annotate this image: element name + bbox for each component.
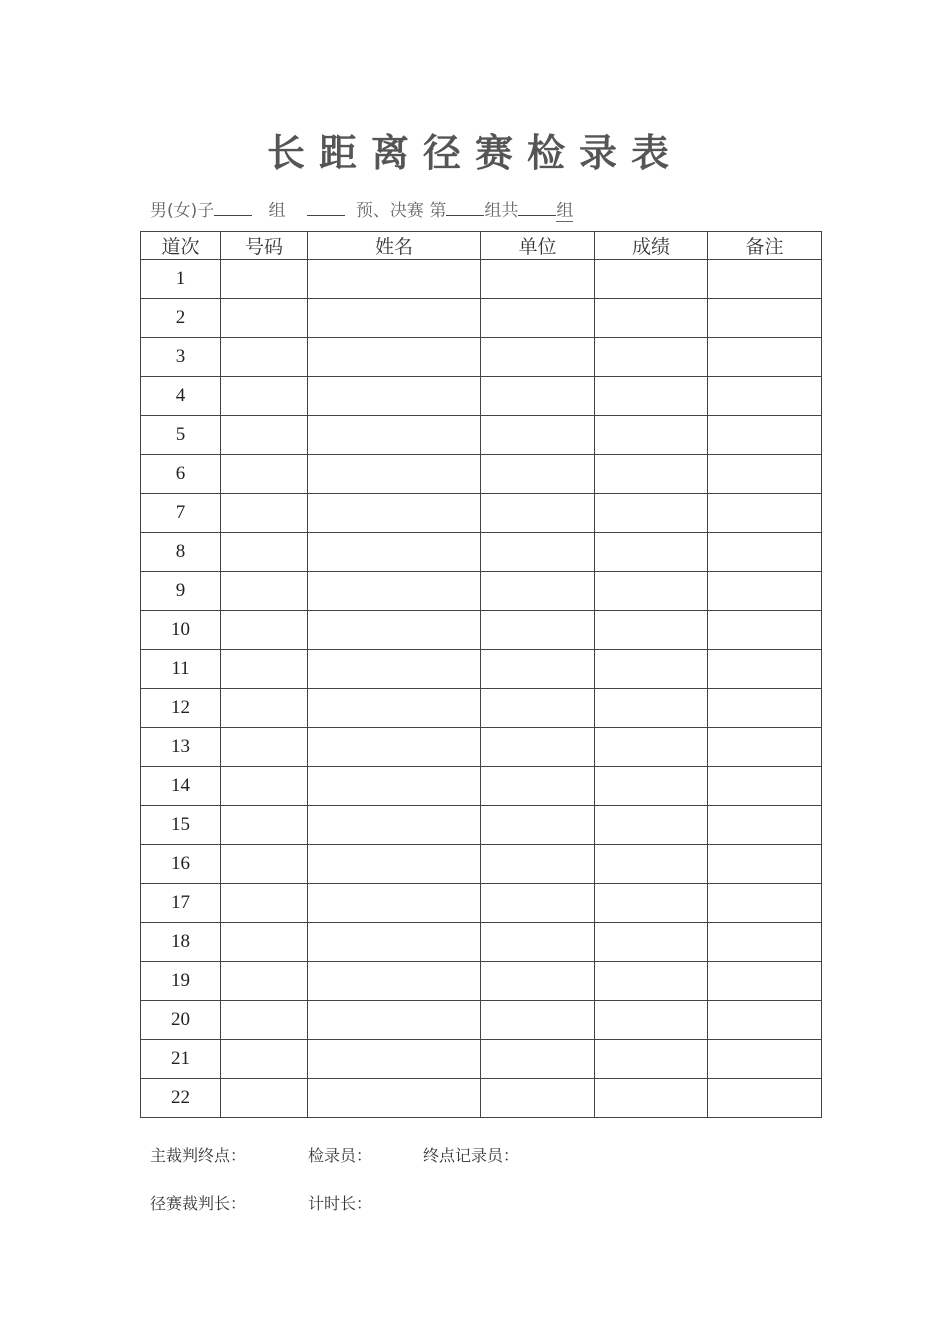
bib-number-cell[interactable] (221, 1079, 308, 1118)
table-row (141, 923, 822, 962)
remarks-cell[interactable] (708, 455, 822, 494)
name-cell[interactable] (308, 689, 481, 728)
result-cell[interactable] (595, 416, 708, 455)
table-row (141, 572, 822, 611)
table-row (141, 650, 822, 689)
heat-total-blank (518, 201, 556, 216)
table-row (141, 299, 822, 338)
name-cell[interactable] (308, 962, 481, 1001)
remarks-cell[interactable] (708, 260, 822, 299)
bib-number-cell[interactable] (221, 533, 308, 572)
name-cell[interactable] (308, 377, 481, 416)
remarks-cell[interactable] (708, 923, 822, 962)
bib-number-cell[interactable] (221, 689, 308, 728)
unit-cell[interactable] (481, 416, 595, 455)
unit-cell[interactable] (481, 884, 595, 923)
unit-cell[interactable] (481, 767, 595, 806)
result-cell[interactable] (595, 377, 708, 416)
name-cell[interactable] (308, 533, 481, 572)
header-result: 成绩 (595, 232, 708, 260)
remarks-cell[interactable] (708, 962, 822, 1001)
heat-number-blank (446, 201, 484, 216)
remarks-cell[interactable] (708, 806, 822, 845)
table-row (141, 1079, 822, 1118)
unit-cell[interactable] (481, 1040, 595, 1079)
table-header-row (141, 232, 822, 260)
heat-total-unit: 组 (556, 201, 574, 221)
bib-number-cell[interactable] (221, 923, 308, 962)
unit-cell[interactable] (481, 338, 595, 377)
remarks-cell[interactable] (708, 338, 822, 377)
bib-number-cell[interactable] (221, 338, 308, 377)
track-referee-label: 径赛裁判长： (150, 1194, 247, 1213)
remarks-cell[interactable] (708, 689, 822, 728)
unit-cell[interactable] (481, 962, 595, 1001)
name-cell[interactable] (308, 923, 481, 962)
unit-cell[interactable] (481, 611, 595, 650)
header-name: 姓名 (308, 232, 481, 260)
result-cell[interactable] (595, 1040, 708, 1079)
lane-cell: 22 (141, 1079, 221, 1118)
name-cell[interactable] (308, 572, 481, 611)
remarks-cell[interactable] (708, 1040, 822, 1079)
unit-cell[interactable] (481, 572, 595, 611)
remarks-cell[interactable] (708, 416, 822, 455)
result-cell[interactable] (595, 1079, 708, 1118)
remarks-cell[interactable] (708, 1001, 822, 1040)
remarks-cell[interactable] (708, 299, 822, 338)
remarks-cell[interactable] (708, 650, 822, 689)
bib-number-cell[interactable] (221, 767, 308, 806)
check-in-table (140, 231, 822, 1118)
name-cell[interactable] (308, 455, 481, 494)
finish-recorder-label: 终点记录员： (423, 1146, 520, 1165)
remarks-cell[interactable] (708, 572, 822, 611)
table-row (141, 767, 822, 806)
name-cell[interactable] (308, 260, 481, 299)
unit-cell[interactable] (481, 260, 595, 299)
lane-cell: 3 (141, 338, 221, 377)
result-cell[interactable] (595, 533, 708, 572)
result-cell[interactable] (595, 728, 708, 767)
name-cell[interactable] (308, 806, 481, 845)
name-cell[interactable] (308, 299, 481, 338)
gender-blank (214, 201, 252, 216)
event-info-line (150, 196, 573, 221)
unit-cell[interactable] (481, 533, 595, 572)
check-in-clerk-label: 检录员： (308, 1146, 373, 1165)
header-bib-number: 号码 (221, 232, 308, 260)
unit-cell[interactable] (481, 845, 595, 884)
unit-cell[interactable] (481, 806, 595, 845)
lane-cell: 2 (141, 299, 221, 338)
name-cell[interactable] (308, 338, 481, 377)
remarks-cell[interactable] (708, 377, 822, 416)
form-title: 长距离径赛检录表 (266, 131, 683, 175)
header-lane: 道次 (141, 232, 221, 260)
result-cell[interactable] (595, 260, 708, 299)
remarks-cell[interactable] (708, 884, 822, 923)
remarks-cell[interactable] (708, 767, 822, 806)
lane-cell: 8 (141, 533, 221, 572)
name-cell[interactable] (308, 611, 481, 650)
table-row (141, 377, 822, 416)
unit-cell[interactable] (481, 377, 595, 416)
result-cell[interactable] (595, 923, 708, 962)
lane-cell: 5 (141, 416, 221, 455)
bib-number-cell[interactable] (221, 650, 308, 689)
table-row (141, 455, 822, 494)
round-label: 预、决赛 第 (355, 201, 447, 221)
unit-cell[interactable] (481, 1001, 595, 1040)
result-cell[interactable] (595, 650, 708, 689)
lane-cell: 20 (141, 1001, 221, 1040)
bib-number-cell[interactable] (221, 1001, 308, 1040)
lane-cell: 1 (141, 260, 221, 299)
table-row (141, 806, 822, 845)
lane-cell: 21 (141, 1040, 221, 1079)
lane-cell: 18 (141, 923, 221, 962)
header-unit: 单位 (481, 232, 595, 260)
result-cell[interactable] (595, 494, 708, 533)
bib-number-cell[interactable] (221, 962, 308, 1001)
name-cell[interactable] (308, 845, 481, 884)
table-row (141, 416, 822, 455)
table-row (141, 611, 822, 650)
bib-number-cell[interactable] (221, 260, 308, 299)
result-cell[interactable] (595, 455, 708, 494)
result-cell[interactable] (595, 962, 708, 1001)
table-row (141, 338, 822, 377)
lane-cell: 10 (141, 611, 221, 650)
bib-number-cell[interactable] (221, 299, 308, 338)
group-label: 组 (268, 201, 286, 221)
bib-number-cell[interactable] (221, 494, 308, 533)
bib-number-cell[interactable] (221, 572, 308, 611)
table-row (141, 728, 822, 767)
remarks-cell[interactable] (708, 1079, 822, 1118)
name-cell[interactable] (308, 494, 481, 533)
name-cell[interactable] (308, 416, 481, 455)
lane-cell: 15 (141, 806, 221, 845)
lane-cell: 9 (141, 572, 221, 611)
unit-cell[interactable] (481, 689, 595, 728)
lane-cell: 12 (141, 689, 221, 728)
header-remarks: 备注 (708, 232, 822, 260)
unit-cell[interactable] (481, 728, 595, 767)
unit-cell[interactable] (481, 299, 595, 338)
result-cell[interactable] (595, 611, 708, 650)
bib-number-cell[interactable] (221, 728, 308, 767)
gender-label: 男(女)子 (150, 201, 215, 221)
lane-cell: 19 (141, 962, 221, 1001)
name-cell[interactable] (308, 1001, 481, 1040)
unit-cell[interactable] (481, 1079, 595, 1118)
unit-cell[interactable] (481, 455, 595, 494)
lane-cell: 16 (141, 845, 221, 884)
bib-number-cell[interactable] (221, 884, 308, 923)
bib-number-cell[interactable] (221, 377, 308, 416)
result-cell[interactable] (595, 845, 708, 884)
lane-cell: 6 (141, 455, 221, 494)
table-row (141, 689, 822, 728)
chief-finish-judge-label: 主裁判终点： (150, 1146, 247, 1165)
result-cell[interactable] (595, 689, 708, 728)
name-cell[interactable] (308, 728, 481, 767)
table-row (141, 884, 822, 923)
lane-cell: 14 (141, 767, 221, 806)
result-cell[interactable] (595, 767, 708, 806)
heat-total-label: 组共 (484, 201, 519, 221)
lane-cell: 7 (141, 494, 221, 533)
result-cell[interactable] (595, 338, 708, 377)
lane-cell: 11 (141, 650, 221, 689)
table-row (141, 494, 822, 533)
remarks-cell[interactable] (708, 533, 822, 572)
remarks-cell[interactable] (708, 611, 822, 650)
unit-cell[interactable] (481, 650, 595, 689)
table-row (141, 533, 822, 572)
unit-cell[interactable] (481, 494, 595, 533)
table-row (141, 845, 822, 884)
result-cell[interactable] (595, 806, 708, 845)
table-row (141, 1040, 822, 1079)
name-cell[interactable] (308, 767, 481, 806)
lane-cell: 4 (141, 377, 221, 416)
remarks-cell[interactable] (708, 845, 822, 884)
bib-number-cell[interactable] (221, 845, 308, 884)
name-cell[interactable] (308, 650, 481, 689)
round-blank (307, 201, 345, 216)
remarks-cell[interactable] (708, 494, 822, 533)
bib-number-cell[interactable] (221, 416, 308, 455)
unit-cell[interactable] (481, 923, 595, 962)
result-cell[interactable] (595, 572, 708, 611)
chief-timekeeper-label: 计时长： (308, 1194, 373, 1213)
table-row (141, 260, 822, 299)
result-cell[interactable] (595, 1001, 708, 1040)
lane-cell: 13 (141, 728, 221, 767)
table-row (141, 1001, 822, 1040)
lane-cell: 17 (141, 884, 221, 923)
name-cell[interactable] (308, 884, 481, 923)
name-cell[interactable] (308, 1079, 481, 1118)
bib-number-cell[interactable] (221, 455, 308, 494)
table-row (141, 962, 822, 1001)
bib-number-cell[interactable] (221, 611, 308, 650)
result-cell[interactable] (595, 299, 708, 338)
result-cell[interactable] (595, 884, 708, 923)
bib-number-cell[interactable] (221, 1040, 308, 1079)
remarks-cell[interactable] (708, 728, 822, 767)
name-cell[interactable] (308, 1040, 481, 1079)
bib-number-cell[interactable] (221, 806, 308, 845)
